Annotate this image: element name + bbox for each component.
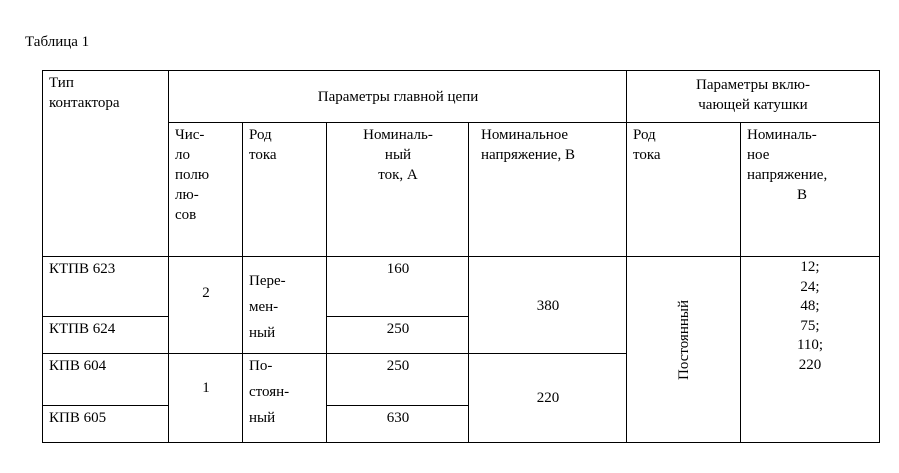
header-coil-current-kind-line: Род — [633, 127, 656, 143]
rated-voltage-value: 380 — [536, 297, 560, 314]
rated-current-value: 630 — [386, 410, 410, 426]
header-current-kind-line: Род — [249, 127, 272, 143]
header-type-line: Тип — [49, 75, 74, 91]
header-main-circuit-label: Параметры главной цепи — [317, 89, 479, 105]
coil-voltage-value: 24; — [800, 278, 820, 295]
header-rated-voltage-line: напряжение, В — [481, 147, 575, 163]
header-poles-line: сов — [175, 207, 197, 223]
header-coil-rated-voltage-line: ное — [747, 147, 770, 163]
table-row-type — [42, 353, 170, 407]
current-kind-line: ный — [249, 325, 276, 341]
poles-group — [168, 256, 244, 355]
coil-current-kind-cell — [626, 256, 742, 443]
current-kind-line: мен- — [249, 299, 279, 315]
rated-current-cell — [326, 353, 470, 407]
header-poles-line: лю- — [175, 187, 199, 203]
current-kind-line: По- — [249, 358, 273, 374]
rated-voltage-group — [468, 353, 628, 443]
table-caption: Таблица 1 — [25, 34, 90, 50]
rated-current-cell — [326, 405, 470, 443]
header-current-kind — [242, 122, 328, 258]
coil-voltage-value: 48; — [800, 298, 820, 314]
rated-voltage-group — [468, 256, 628, 355]
header-rated-current — [326, 122, 470, 258]
coil-voltage-value: 110; — [796, 337, 824, 353]
current-kind-line: ный — [249, 410, 276, 426]
table-row-type — [42, 316, 170, 355]
header-coil-current-kind-line: тока — [633, 147, 661, 163]
coil-voltage-value: 75; — [800, 317, 820, 334]
header-poles-line: ло — [175, 147, 190, 163]
header-coil-current-kind — [626, 122, 742, 258]
poles-group — [168, 353, 244, 443]
header-poles — [168, 122, 244, 258]
coil-current-kind-value: Постоянный — [676, 300, 692, 381]
header-type-line: контактора — [49, 95, 120, 111]
header-type — [42, 70, 170, 258]
rated-current-value: 250 — [386, 321, 410, 337]
poles-value: 1 — [202, 380, 210, 396]
contactor-type: КТПВ 624 — [49, 321, 116, 337]
header-coil-line: чающей катушки — [698, 97, 808, 113]
header-rated-current-line: ный — [384, 147, 412, 163]
rated-voltage-value: 220 — [536, 390, 560, 406]
header-main-circuit — [168, 70, 628, 124]
table-row-type — [42, 256, 170, 318]
current-kind-group — [242, 256, 328, 355]
header-poles-line: Чис- — [175, 127, 205, 143]
header-rated-voltage-line: Номинальное — [481, 127, 569, 143]
contactor-type: КПВ 604 — [49, 358, 107, 374]
header-coil-rated-voltage-line: напряжение, — [747, 167, 828, 183]
rated-current-cell — [326, 256, 470, 318]
header-poles-line: полю — [175, 167, 210, 183]
rated-current-value: 160 — [386, 261, 410, 277]
header-coil-rated-voltage-line: В — [796, 187, 807, 203]
rated-current-value: 250 — [386, 358, 410, 374]
contactor-table — [42, 70, 880, 443]
header-coil — [626, 70, 880, 124]
header-rated-voltage — [468, 122, 628, 258]
contactor-type: КПВ 605 — [49, 410, 107, 426]
header-coil-rated-voltage-line: Номиналь- — [747, 127, 817, 143]
header-rated-current-line: Номиналь- — [363, 127, 433, 143]
contactor-type: КТПВ 623 — [49, 261, 116, 277]
rated-current-cell — [326, 316, 470, 355]
current-kind-line: стоян- — [249, 384, 290, 400]
header-rated-current-line: ток, А — [378, 167, 418, 183]
current-kind-line: Пере- — [249, 273, 286, 289]
header-current-kind-line: тока — [249, 147, 277, 163]
header-coil-rated-voltage — [740, 122, 880, 258]
coil-voltages-cell — [740, 256, 880, 443]
coil-voltage-value: 12; — [800, 259, 820, 275]
poles-value: 2 — [202, 284, 210, 301]
table-row-type — [42, 405, 170, 443]
current-kind-group — [242, 353, 328, 443]
coil-voltage-value: 220 — [798, 356, 822, 373]
header-coil-line: Параметры вклю- — [696, 77, 810, 93]
